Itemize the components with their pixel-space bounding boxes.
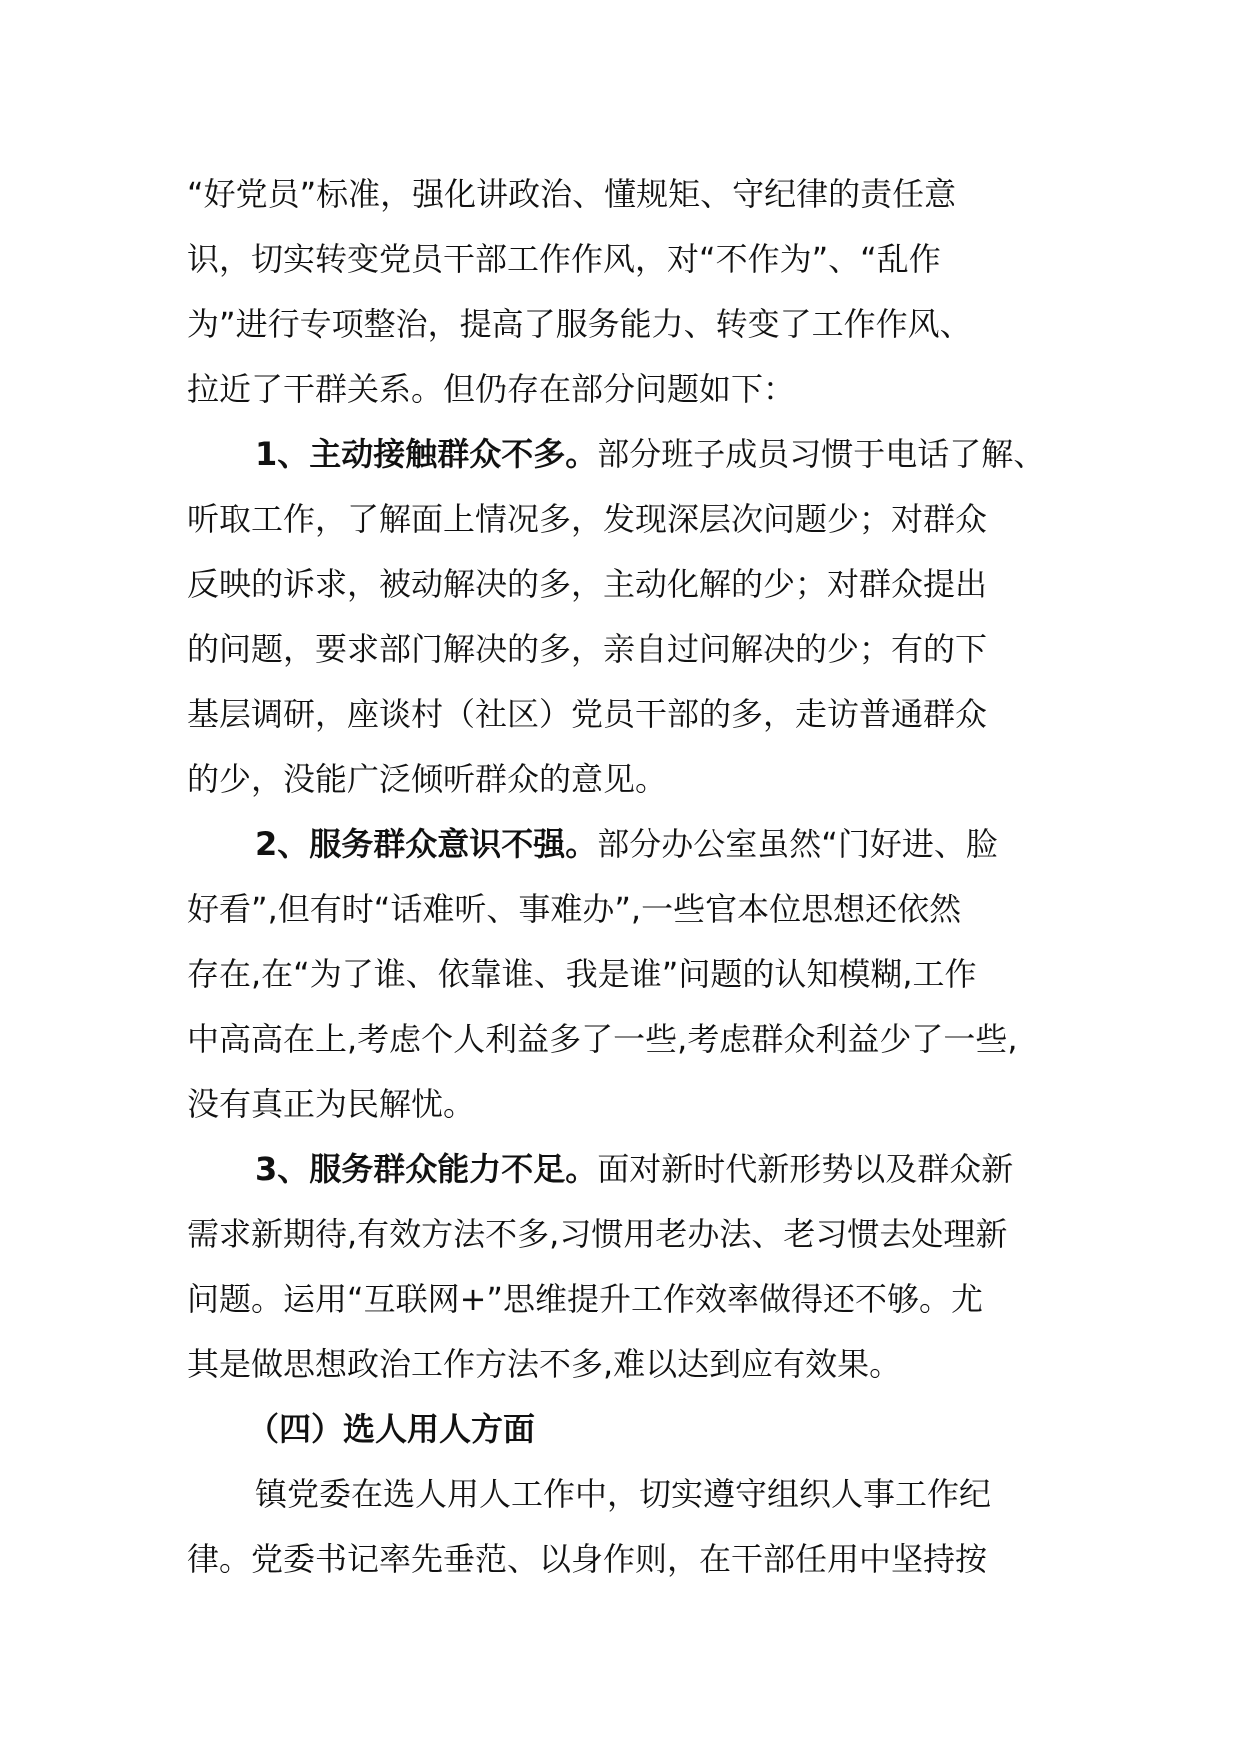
item-2-line: 好看”,但有时“话难听、事难办”,一些官本位思想还依然 xyxy=(187,890,962,928)
item-1-text: 部分班子成员习惯于电话了解、 xyxy=(597,435,1046,473)
item-2-line: 中高高在上,考虑个人利益多了一些,考虑群众利益少了一些, xyxy=(187,1020,1018,1058)
item-1-first-line xyxy=(187,422,1055,487)
item-3-heading: 3、服务群众能力不足。 xyxy=(255,1150,598,1188)
item-1-line: 的问题，要求部门解决的多，亲自过问解决的少；有的下 xyxy=(187,630,988,668)
item-3-line: 问题。运用“互联网+”思维提升工作效率做得还不够。尤 xyxy=(187,1280,983,1318)
section-4-heading: （四）选人用人方面 xyxy=(247,1410,536,1448)
item-1-line: 听取工作，了解面上情况多，发现深层次问题少；对群众 xyxy=(187,500,988,538)
body-line: 识，切实转变党员干部工作作风，对“不作为”、“乱作 xyxy=(187,240,941,278)
item-2-line: 存在,在“为了谁、依靠谁、我是谁”问题的认知模糊,工作 xyxy=(187,955,977,993)
item-1-line: 反映的诉求，被动解决的多，主动化解的少；对群众提出 xyxy=(187,565,988,603)
item-2-line: 没有真正为民解忧。 xyxy=(187,1085,476,1123)
item-3-line: 需求新期待,有效方法不多,习惯用老办法、老习惯去处理新 xyxy=(187,1215,1008,1253)
item-2-heading: 2、服务群众意识不强。 xyxy=(255,825,598,863)
item-1-heading: 1、主动接触群众不多。 xyxy=(255,435,598,473)
body-line: “好党员”标准，强化讲政治、懂规矩、守纪律的责任意 xyxy=(187,175,957,213)
item-1-line: 的少，没能广泛倾听群众的意见。 xyxy=(187,760,668,798)
item-2-first-line xyxy=(187,812,1055,877)
section-4-line: 镇党委在选人用人工作中，切实遵守组织人事工作纪 xyxy=(255,1475,992,1513)
body-line: 拉近了干群关系。但仍存在部分问题如下： xyxy=(187,370,796,408)
document-body xyxy=(187,162,1055,1592)
item-3-first-line xyxy=(187,1137,1055,1202)
item-1-line: 基层调研，座谈村（社区）党员干部的多，走访普通群众 xyxy=(187,695,988,733)
item-2-text: 部分办公室虽然“门好进、脸 xyxy=(597,825,998,863)
body-line: 为”进行专项整治，提高了服务能力、转变了工作作风、 xyxy=(187,305,972,343)
section-4-line: 律。党委书记率先垂范、以身作则，在干部任用中坚持按 xyxy=(187,1540,988,1578)
item-3-text: 面对新时代新形势以及群众新 xyxy=(597,1150,1014,1188)
item-3-line: 其是做思想政治工作方法不多,难以达到应有效果。 xyxy=(187,1345,902,1383)
